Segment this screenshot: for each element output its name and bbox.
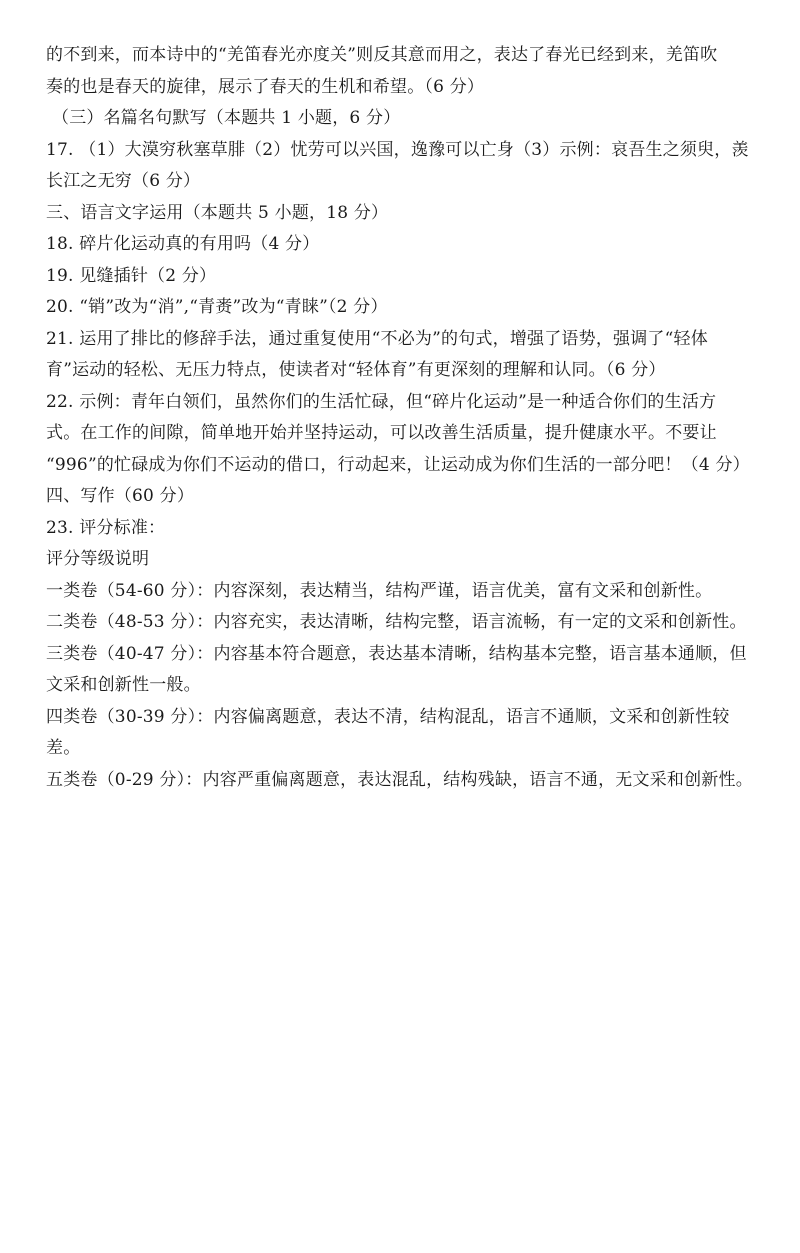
- grade-level-3-line-1: 三类卷（40-47 分）：内容基本符合题意，表达基本清晰，结构基本完整，语言基本通顺，但: [46, 643, 747, 664]
- text-line-2: 奏的也是春天的旋律，展示了春天的生机和希望。（6 分）: [46, 76, 485, 97]
- answer-20: 20. “销”改为“消”,“青赉”改为“青睐”（2 分）: [46, 297, 388, 317]
- grade-level-1: 一类卷（54-60 分）：内容深刻，表达精当，结构严谨，语言优美，富有文采和创新性。: [46, 580, 713, 601]
- answer-17-line-2: 长江之无穷（6 分）: [46, 171, 201, 191]
- answer-22-line-2: 式。在工作的间隙，简单地开始并坚持运动，可以改善生活质量，提升健康水平。不要让: [46, 423, 717, 443]
- grade-level-4-line-1: 四类卷（30-39 分）：内容偏离题意，表达不清，结构混乱，语言不通顺，文采和创新性较: [46, 706, 730, 727]
- grade-level-3-line-2: 文采和创新性一般。: [46, 675, 201, 695]
- answer-19: 19. 见缝插针（2 分）: [46, 265, 217, 286]
- grade-level-5: 五类卷（0-29 分）：内容严重偏离题意，表达混乱，结构残缺，语言不通，无文采和创新性。: [46, 769, 753, 790]
- section-heading-xiezuo: 四、写作（60 分）: [46, 486, 195, 506]
- answer-23-heading: 23. 评分标准：: [46, 517, 166, 538]
- answer-key-page: [46, 40, 756, 796]
- grade-level-2: 二类卷（48-53 分）：内容充实，表达清晰，结构完整，语言流畅，有一定的文采和创新性。: [46, 612, 747, 632]
- section-heading-mingpian: （三）名篇名句默写（本题共 1 小题，6 分）: [52, 108, 401, 128]
- answer-21-line-2: 育”运动的轻松、无压力特点，使读者对“轻体育”有更深刻的理解和认同。（6 分）: [46, 360, 666, 380]
- text-line-1: 的不到来，而本诗中的“羌笛春光亦度关”则反其意而用之，表达了春光已经到来，羌笛吹: [46, 45, 718, 65]
- grade-level-4-line-2: 差。: [46, 738, 81, 758]
- answer-21-line-1: 21. 运用了排比的修辞手法，通过重复使用“不必为”的句式，增强了语势，强调了“轻体: [46, 328, 708, 349]
- answer-22-line-3: “996”的忙碌成为你们不运动的借口，行动起来，让运动成为你们生活的一部分吧！（4 分）: [46, 454, 750, 475]
- section-heading-yuyan: 三、语言文字运用（本题共 5 小题，18 分）: [46, 202, 389, 223]
- answer-18: 18. 碎片化运动真的有用吗（4 分）: [46, 234, 320, 254]
- grading-levels-heading: 评分等级说明: [46, 549, 150, 569]
- answer-17-line-1: 17. （1）大漠穷秋塞草腓（2）忧劳可以兴国，逸豫可以亡身（3）示例：哀吾生之须臾，羡: [46, 139, 749, 160]
- answer-22-line-1: 22. 示例：青年白领们，虽然你们的生活忙碌，但“碎片化运动”是一种适合你们的生活方: [46, 391, 717, 412]
